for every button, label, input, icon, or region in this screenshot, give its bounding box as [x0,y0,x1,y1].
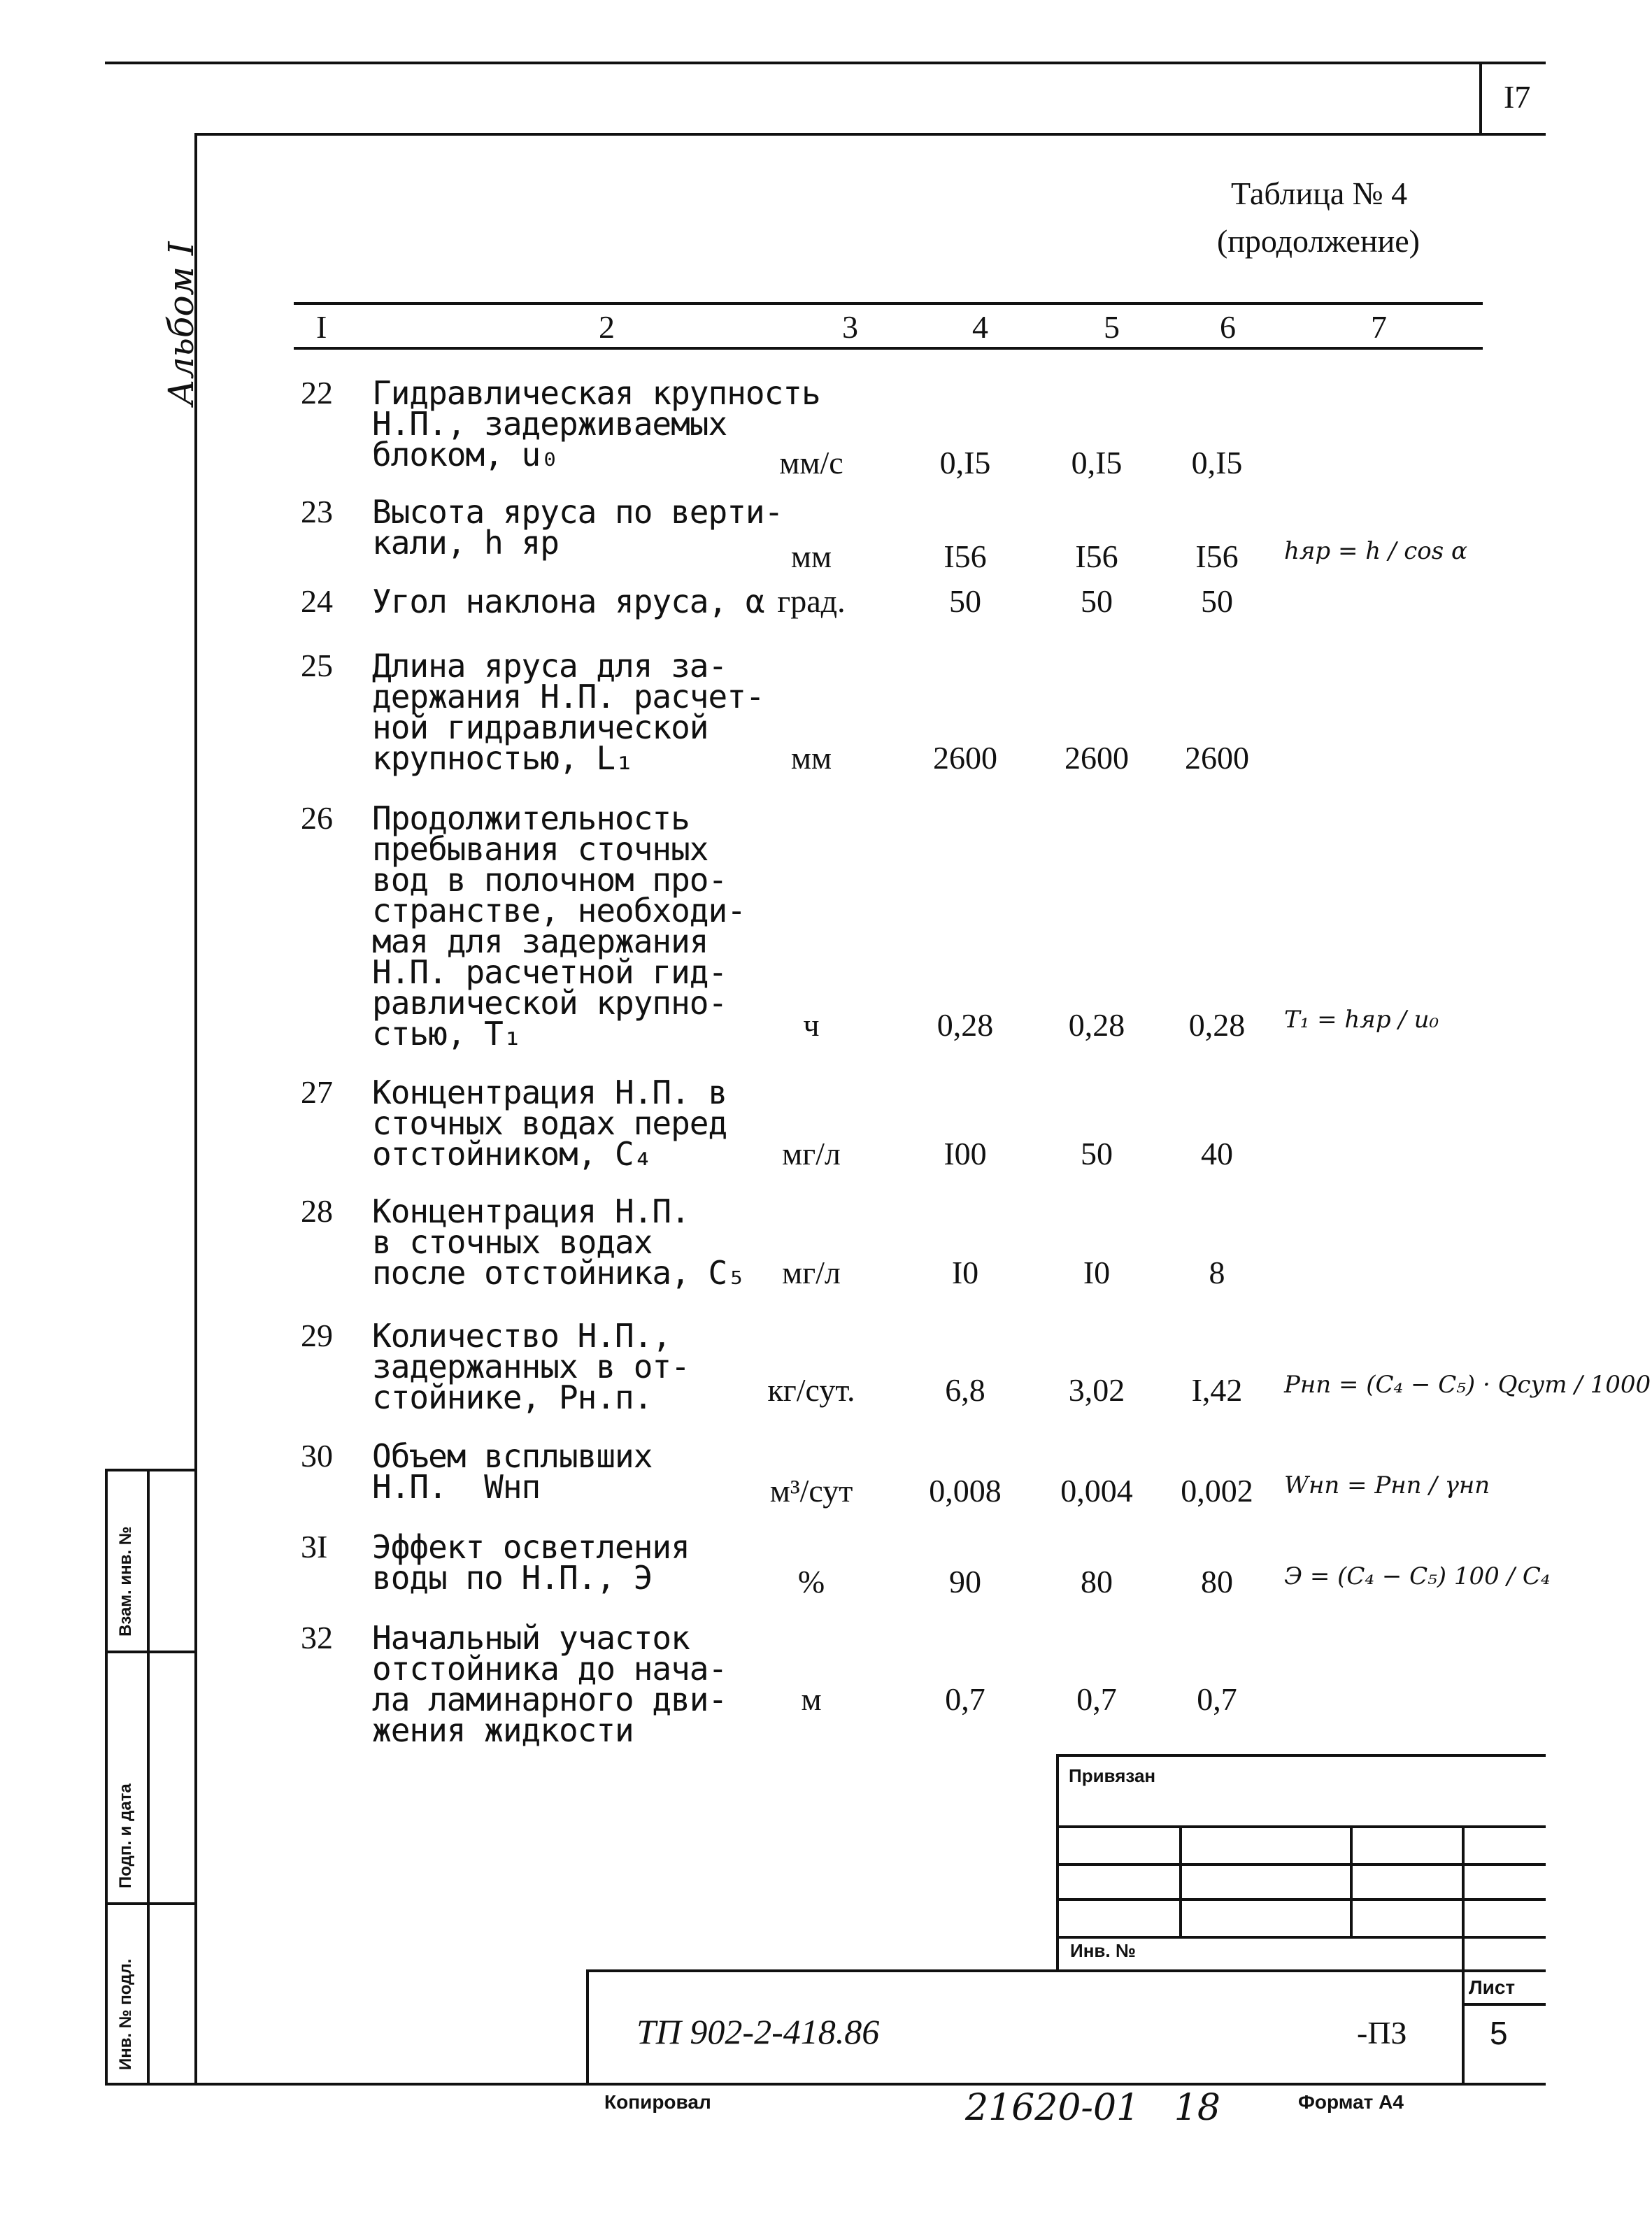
row-unit: ч [803,1007,820,1043]
side-stamp-div2 [105,1902,196,1905]
tb-h2 [1056,1863,1546,1866]
row-value-col4: 0,I5 [939,445,991,480]
tb-inv-no: Инв. № [1070,1940,1136,1961]
row-description-line: вод в полочном про- [372,861,727,899]
row-number: 26 [301,800,333,836]
side-stamp-left [105,1469,108,2084]
row-unit: мг/л [782,1136,841,1171]
row-unit: мм [790,539,832,574]
row-description-line: равлической крупно- [372,984,727,1022]
row-value-col6: 2600 [1185,740,1249,776]
row-number: 27 [301,1074,333,1110]
tb-top [1056,1754,1546,1757]
header-rule-bottom [294,347,1483,350]
row-value-col4: I0 [951,1255,979,1290]
row-value-col5: I0 [1083,1255,1111,1290]
row-value-col5: 3,02 [1068,1372,1125,1408]
row-value-col6: 0,28 [1188,1007,1246,1043]
row-description-line: воды по Н.П., Э [372,1559,653,1597]
row-value-col5: 0,I5 [1071,445,1123,480]
row-unit: м [801,1681,822,1717]
row-unit: % [797,1564,825,1599]
row-description-line: стью, T₁ [372,1015,522,1053]
row-number: 22 [301,375,333,411]
side-label-vzam: Взам. инв. № [116,1526,135,1637]
row-unit: кг/сут. [767,1372,855,1408]
row-description-line: сточных водах перед [372,1104,727,1142]
side-label-podp: Подп. и дата [116,1783,135,1888]
tb-sheet-div [1462,2003,1546,2006]
row-number: 23 [301,494,333,529]
row-value-col5: 2600 [1064,740,1129,776]
row-description-line: Гидравлическая крупность [372,374,820,412]
row-value-col4: 0,28 [937,1007,994,1043]
side-label-inv-podl: Инв. № подл. [116,1958,135,2070]
row-number: 32 [301,1620,333,1655]
row-value-col4: 6,8 [945,1372,985,1408]
row-value-col4: 0,7 [945,1681,985,1717]
row-description-line: Объем всплывших [372,1437,653,1475]
row-description-line: стойнике, Pн.п. [372,1378,653,1416]
column-header-3: 3 [842,309,858,345]
row-value-col5: 0,7 [1076,1681,1117,1717]
footer-order-no: 21620-01 18 [965,2087,1220,2129]
row-value-col4: 2600 [933,740,997,776]
side-stamp-top [105,1469,196,1471]
row-value-col6: 0,I5 [1191,445,1243,480]
row-description-line: крупностью, L₁ [372,739,634,777]
row-value-col4: 50 [949,583,981,619]
tb-sheet-no: 5 [1490,2015,1508,2051]
row-description-line: Угол наклона яруса, α [372,583,764,620]
column-header-2: 2 [599,309,615,345]
tb-privyazan: Привязан [1069,1765,1156,1786]
row-description-line: кали, h яр [372,524,559,562]
row-unit: м³/сут [769,1473,853,1509]
row-description-line: пребывания сточных [372,830,708,868]
row-value-col5: 0,28 [1068,1007,1125,1043]
tb-doc-suffix: -ПЗ [1357,2015,1407,2051]
tb-v3 [1462,1825,1465,2084]
row-value-col6: I56 [1195,539,1239,574]
row-description-line: отстойника до нача- [372,1650,727,1688]
row-description-line: ла ламинарного дви- [372,1681,727,1718]
row-value-col6: 0,7 [1197,1681,1237,1717]
row-value-col4: I56 [944,539,987,574]
row-unit: мм/с [779,445,843,480]
column-header-5: 5 [1104,309,1120,345]
page-number: I7 [1504,79,1531,115]
row-number: 3I [301,1529,328,1564]
row-description-line: Начальный участок [372,1619,690,1657]
row-value-col6: 0,002 [1181,1473,1253,1509]
tb-doc-code: ТП 902-2-418.86 [636,2012,880,2051]
tb-sheet-label: Лист [1469,1976,1516,1998]
tb-h4 [1056,1936,1546,1939]
side-stamp-mid [147,1469,150,2084]
row-number: 28 [301,1193,333,1229]
top-rule [105,62,1546,64]
row-value-col5: I56 [1075,539,1118,574]
frame-bottom [105,2083,1546,2086]
row-formula-note: Wнп = Pнп / γнп [1284,1471,1490,1499]
row-value-col4: I00 [944,1136,987,1171]
row-description-line: жения жидкости [372,1711,634,1749]
row-description-line: задержанных в от- [372,1348,690,1385]
row-description-line: Н.П., задерживаемых [372,405,727,443]
frame-top [196,133,1546,136]
row-number: 29 [301,1318,333,1353]
table-title: Таблица № 4 [1231,176,1408,211]
row-unit: мг/л [782,1255,841,1290]
page-number-box-left [1479,62,1482,136]
side-stamp-div1 [105,1651,196,1653]
row-value-col4: 0,008 [929,1473,1002,1509]
frame-left [194,133,197,2084]
row-value-col6: 80 [1201,1564,1233,1599]
row-description-line: мая для задержания [372,922,708,960]
row-value-col5: 50 [1081,1136,1113,1171]
tb-main-top [588,1969,1546,1972]
row-description-line: блоком, u₀ [372,436,559,473]
row-value-col4: 90 [949,1564,981,1599]
row-description-line: Н.П. Wнп [372,1468,541,1506]
row-description-line: Концентрация Н.П. в [372,1074,727,1111]
row-value-col6: 40 [1201,1136,1233,1171]
tb-h3 [1056,1898,1546,1901]
row-value-col6: I,42 [1191,1372,1243,1408]
footer-format: Формат А4 [1298,2091,1404,2113]
column-header-7: 7 [1371,309,1387,345]
row-description-line: отстойником, C₄ [372,1135,653,1173]
row-description-line: Длина яруса для за- [372,647,727,685]
tb-v2 [1350,1825,1353,1937]
row-description-line: Высота яруса по верти- [372,493,783,531]
header-rule-top [294,302,1483,305]
row-number: 30 [301,1438,333,1474]
row-description-line: ной гидравлической [372,708,708,746]
row-description-line: Н.П. расчетной гид- [372,953,727,991]
row-value-col6: 50 [1201,583,1233,619]
table-subtitle: (продолжение) [1217,223,1420,259]
row-formula-note: Pнп = (C₄ − C₅) · Qсут / 1000 [1284,1371,1651,1399]
tb-v1 [1179,1825,1182,1937]
row-description-line: Количество Н.П., [372,1317,671,1355]
row-value-col6: 8 [1209,1255,1225,1290]
footer-kopiroval: Копировал [604,2091,711,2113]
row-number: 24 [301,583,333,619]
column-header-1: I [316,309,327,345]
row-value-col5: 80 [1081,1564,1113,1599]
album-label: Альбом I [161,241,201,406]
row-number: 25 [301,648,333,683]
row-unit: град. [777,583,846,619]
row-description-line: после отстойника, C₅ [372,1254,746,1292]
row-description-line: странстве, необходи- [372,892,746,929]
row-description-line: держания Н.П. расчет- [372,678,764,715]
row-formula-note: T₁ = hяр / u₀ [1284,1006,1439,1034]
row-unit: мм [790,740,832,776]
row-formula-note: hяр = h / cos α [1284,537,1467,565]
row-description-line: Продолжительность [372,799,690,837]
row-description-line: в сточных водах [372,1223,653,1261]
row-description-line: Концентрация Н.П. [372,1192,690,1230]
row-formula-note: Э = (C₄ − C₅) 100 / C₄ [1284,1562,1551,1590]
tb-main-left [586,1969,589,2084]
row-value-col5: 0,004 [1060,1473,1133,1509]
row-value-col5: 50 [1081,583,1113,619]
row-description-line: Эффект осветления [372,1528,690,1566]
column-header-6: 6 [1220,309,1236,345]
column-header-4: 4 [972,309,988,345]
tb-h1 [1056,1825,1546,1828]
